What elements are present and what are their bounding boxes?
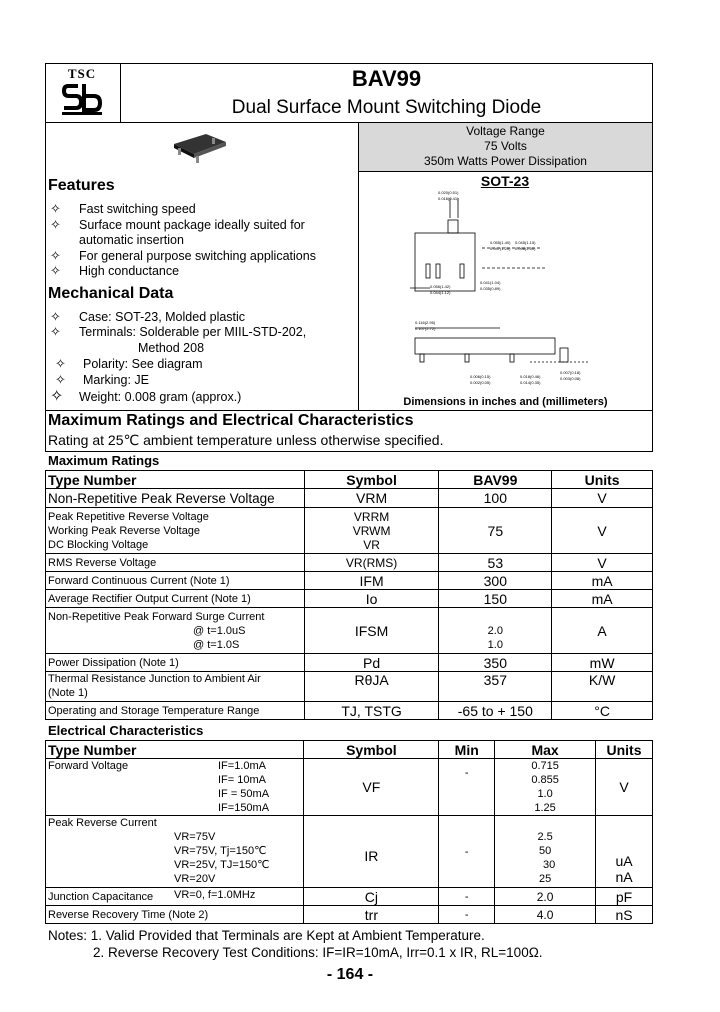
- symbol-cell: VF: [304, 759, 439, 816]
- max-ratings-title: Maximum Ratings: [48, 453, 160, 468]
- ratings-subheading: Rating at 25℃ ambient temperature unless otherwise specified.: [48, 432, 444, 448]
- table-row: [46, 906, 653, 924]
- mechanical-item: Weight: 0.008 gram (approx.): [79, 390, 242, 404]
- symbol-cell: VR(RMS): [304, 554, 439, 572]
- condition-text: VR=0, f=1.0MHz: [174, 889, 256, 901]
- symbol-cell: VRM: [304, 489, 439, 508]
- param-cell: [46, 759, 304, 816]
- bullet-icon: ✧: [50, 388, 64, 405]
- param-cell: Forward Continuous Current (Note 1): [46, 572, 305, 590]
- value-cell: 150: [439, 590, 552, 608]
- min-cell: -: [439, 816, 495, 888]
- svg-text:0.016(0.41): 0.016(0.41): [438, 196, 459, 201]
- param-line: DC Blocking Voltage: [48, 538, 149, 551]
- svg-text:0.041(1.04): 0.041(1.04): [480, 280, 501, 285]
- col-header: Symbol: [304, 741, 439, 759]
- symbol-line: VRRM: [353, 509, 390, 524]
- col-header: Min: [439, 741, 495, 759]
- part-number: BAV99: [351, 66, 422, 91]
- value-cell: 350: [439, 654, 552, 672]
- unit-cell: mA: [552, 590, 653, 608]
- table-row: [46, 672, 653, 702]
- param-cell: Operating and Storage Temperature Range: [46, 702, 305, 720]
- param-line: Thermal Resistance Junction to Ambient Air: [48, 673, 261, 685]
- svg-text:0.047(1.20): 0.047(1.20): [490, 246, 511, 251]
- value-cell: 300: [439, 572, 552, 590]
- symbol-line: VRWM: [352, 523, 391, 538]
- param-line: Forward Voltage: [48, 760, 129, 772]
- value-line: 2.0: [487, 624, 503, 637]
- min-cell: -: [439, 888, 495, 906]
- col-header: Units: [596, 741, 653, 759]
- bullet-icon: ✧: [50, 217, 61, 232]
- condition-line: VR=75V: [174, 831, 216, 843]
- param-cell: Power Dissipation (Note 1): [46, 654, 305, 672]
- svg-text:0.056(1.42): 0.056(1.42): [430, 284, 451, 289]
- conditions: [174, 830, 270, 886]
- max-line: 2.5: [537, 831, 553, 843]
- col-header: Max: [495, 741, 596, 759]
- unit-cell: V: [596, 759, 653, 816]
- unit-cell: mA: [552, 572, 653, 590]
- svg-text:0.098(2.50): 0.098(2.50): [515, 246, 536, 251]
- table-row: [46, 654, 653, 672]
- svg-text:0.002(0.05): 0.002(0.05): [470, 380, 491, 385]
- col-header: BAV99: [439, 471, 552, 489]
- condition-line: VR=25V, TJ=150℃: [174, 859, 270, 871]
- tsc-logo: [54, 66, 110, 118]
- package-name: SOT-23: [480, 173, 530, 189]
- svg-text:0.055(1.40): 0.055(1.40): [490, 240, 511, 245]
- unit-cell: nS: [596, 906, 653, 924]
- param-line: Peak Reverse Current: [48, 817, 157, 829]
- summary-line2: 75 Volts: [484, 139, 527, 153]
- param-line: Working Peak Reverse Voltage: [48, 524, 201, 537]
- note-2: 2. Reverse Recovery Test Conditions: IF=IR=10mA, Irr=0.1 x IR, RL=100Ω.: [93, 945, 543, 960]
- mechanical-heading: Mechanical Data: [48, 285, 174, 302]
- svg-text:0.044(1.12): 0.044(1.12): [430, 290, 451, 295]
- param-cell: [46, 888, 304, 906]
- value-cell: 357: [439, 672, 552, 702]
- mechanical-item: Method 208: [138, 341, 205, 355]
- condition-line: IF=150mA: [218, 802, 270, 814]
- summary-line1: Voltage Range: [466, 124, 545, 138]
- page-number: - 164 -: [326, 966, 374, 983]
- value-cell: [439, 608, 552, 654]
- param-line: Non-Repetitive Peak Forward Surge Current: [48, 610, 265, 623]
- max-line: 25: [538, 873, 552, 885]
- param-cell: RMS Reverse Voltage: [46, 554, 305, 572]
- max-line: 1.0: [537, 788, 553, 800]
- symbol-cell: Cj: [304, 888, 439, 906]
- bullet-icon: ✧: [50, 248, 61, 263]
- max-ratings-table: [45, 470, 653, 720]
- unit-cell: °C: [552, 702, 653, 720]
- param-line: Peak Repetitive Reverse Voltage: [48, 510, 209, 523]
- symbol-cell: IR: [304, 816, 439, 888]
- svg-text:0.045(1.15): 0.045(1.15): [515, 240, 536, 245]
- unit-line: nA: [615, 869, 633, 885]
- condition-line: IF=1.0mA: [218, 760, 266, 772]
- min-cell: -: [439, 759, 495, 816]
- param-line: (Note 1): [48, 687, 88, 699]
- symbol-cell: TJ, TSTG: [304, 702, 439, 720]
- unit-cell: [596, 816, 653, 888]
- symbol-cell: IFSM: [304, 608, 439, 654]
- svg-text:0.006(0.15): 0.006(0.15): [470, 374, 491, 379]
- max-line: 0.855: [531, 774, 559, 786]
- table-row: [46, 702, 653, 720]
- svg-text:0.003(0.08): 0.003(0.08): [560, 376, 581, 381]
- col-header: Units: [552, 471, 653, 489]
- table-row: [46, 888, 653, 906]
- features-heading: Features: [48, 177, 115, 194]
- max-line: 50: [538, 845, 552, 857]
- param-cell: [46, 608, 305, 654]
- ratings-heading: Maximum Ratings and Electrical Characteristics: [48, 412, 414, 429]
- dimensions-caption: Dimensions in inches and (millimeters): [403, 396, 608, 408]
- table-row: [46, 554, 653, 572]
- condition-line: @ t=1.0S: [193, 638, 240, 651]
- table-row: [46, 759, 653, 816]
- value-cell: 53: [439, 554, 552, 572]
- value-cell: 75: [439, 508, 552, 554]
- unit-cell: pF: [596, 888, 653, 906]
- col-header: Type Number: [46, 741, 304, 759]
- table-row: [46, 489, 653, 508]
- condition-line: IF= 10mA: [218, 774, 266, 786]
- condition-line: VR=20V: [174, 873, 216, 885]
- logo-symbol-icon: [62, 82, 102, 116]
- symbol-cell: [304, 508, 439, 554]
- max-cell: [495, 759, 596, 816]
- feature-item: High conductance: [79, 264, 180, 278]
- max-line: 0.715: [531, 760, 559, 772]
- table-row: [46, 572, 653, 590]
- value-cell: -65 to + 150: [439, 702, 552, 720]
- mechanical-item: Marking: JE: [83, 373, 149, 387]
- elec-chars-table: [45, 740, 653, 924]
- package-dimensions-drawing: [390, 188, 620, 393]
- conditions: [218, 759, 269, 815]
- table-row: [46, 508, 653, 554]
- feature-item: Fast switching speed: [79, 202, 196, 216]
- unit-cell: K/W: [552, 672, 653, 702]
- symbol-cell: Io: [304, 590, 439, 608]
- svg-text:0.014(0.35): 0.014(0.35): [520, 380, 541, 385]
- unit-cell: V: [552, 489, 653, 508]
- svg-text:0.007(0.18): 0.007(0.18): [560, 370, 581, 375]
- table-row: [46, 608, 653, 654]
- condition-line: IF = 50mA: [218, 788, 270, 800]
- param-cell: [46, 508, 305, 554]
- bullet-icon: ✧: [55, 372, 66, 387]
- svg-text:0.018(0.46): 0.018(0.46): [520, 374, 541, 379]
- feature-item: For general purpose switching applications: [79, 249, 316, 263]
- param-cell: [46, 816, 304, 888]
- max-cell: 2.0: [495, 888, 596, 906]
- table-row: [46, 590, 653, 608]
- param-text: Junction Capacitance: [48, 890, 154, 903]
- table-row: [46, 816, 653, 888]
- condition-line: VR=75V, Tj=150℃: [174, 845, 267, 857]
- sot23-package-image: [166, 128, 236, 164]
- logo-text: TSC: [67, 66, 97, 81]
- svg-text:0.020(0.51): 0.020(0.51): [438, 190, 459, 195]
- param-cell: Non-Repetitive Peak Reverse Voltage: [46, 489, 305, 508]
- max-line: 30: [542, 859, 556, 871]
- bullet-icon: ✧: [50, 324, 61, 339]
- bullet-icon: ✧: [55, 356, 66, 371]
- col-header: Type Number: [46, 471, 305, 489]
- col-header: Symbol: [304, 471, 439, 489]
- symbol-cell: trr: [304, 906, 439, 924]
- bullet-icon: ✧: [50, 309, 61, 324]
- bullet-icon: ✧: [50, 201, 61, 216]
- mechanical-item: Case: SOT-23, Molded plastic: [79, 310, 246, 324]
- unit-cell: V: [552, 508, 653, 554]
- summary-line3: 350m Watts Power Dissipation: [424, 154, 587, 168]
- min-cell: -: [439, 906, 495, 924]
- max-line: 1.25: [534, 802, 556, 814]
- param-cell: Average Rectifier Output Current (Note 1): [46, 590, 305, 608]
- elec-chars-title: Electrical Characteristics: [48, 723, 204, 738]
- symbol-line: VR: [363, 537, 380, 552]
- feature-item: automatic insertion: [79, 233, 184, 247]
- max-cell: 4.0: [495, 906, 596, 924]
- param-cell: [46, 672, 305, 702]
- unit-cell: A: [552, 608, 653, 654]
- bullet-icon: ✧: [50, 263, 61, 278]
- note-1: Notes: 1. Valid Provided that Terminals are Kept at Ambient Temperature.: [48, 928, 485, 943]
- page-title: Dual Surface Mount Switching Diode: [231, 97, 542, 118]
- value-cell: 100: [439, 489, 552, 508]
- feature-item: Surface mount package ideally suited for: [79, 218, 305, 232]
- svg-text:0.116(2.95): 0.116(2.95): [415, 320, 436, 325]
- param-cell: Reverse Recovery Time (Note 2): [46, 906, 304, 924]
- mechanical-item: Terminals: Solderable per MIIL-STD-202,: [79, 325, 307, 339]
- svg-text:0.107(2.72): 0.107(2.72): [415, 326, 436, 331]
- svg-text:0.035(0.89): 0.035(0.89): [480, 286, 501, 291]
- symbol-cell: RθJA: [304, 672, 439, 702]
- max-cell: [495, 816, 596, 888]
- value-line: 1.0: [487, 638, 503, 651]
- unit-line: uA: [615, 853, 633, 869]
- symbol-cell: IFM: [304, 572, 439, 590]
- symbol-cell: Pd: [304, 654, 439, 672]
- mechanical-item: Polarity: See diagram: [83, 357, 203, 371]
- unit-cell: mW: [552, 654, 653, 672]
- condition-line: @ t=1.0uS: [193, 624, 246, 637]
- unit-cell: V: [552, 554, 653, 572]
